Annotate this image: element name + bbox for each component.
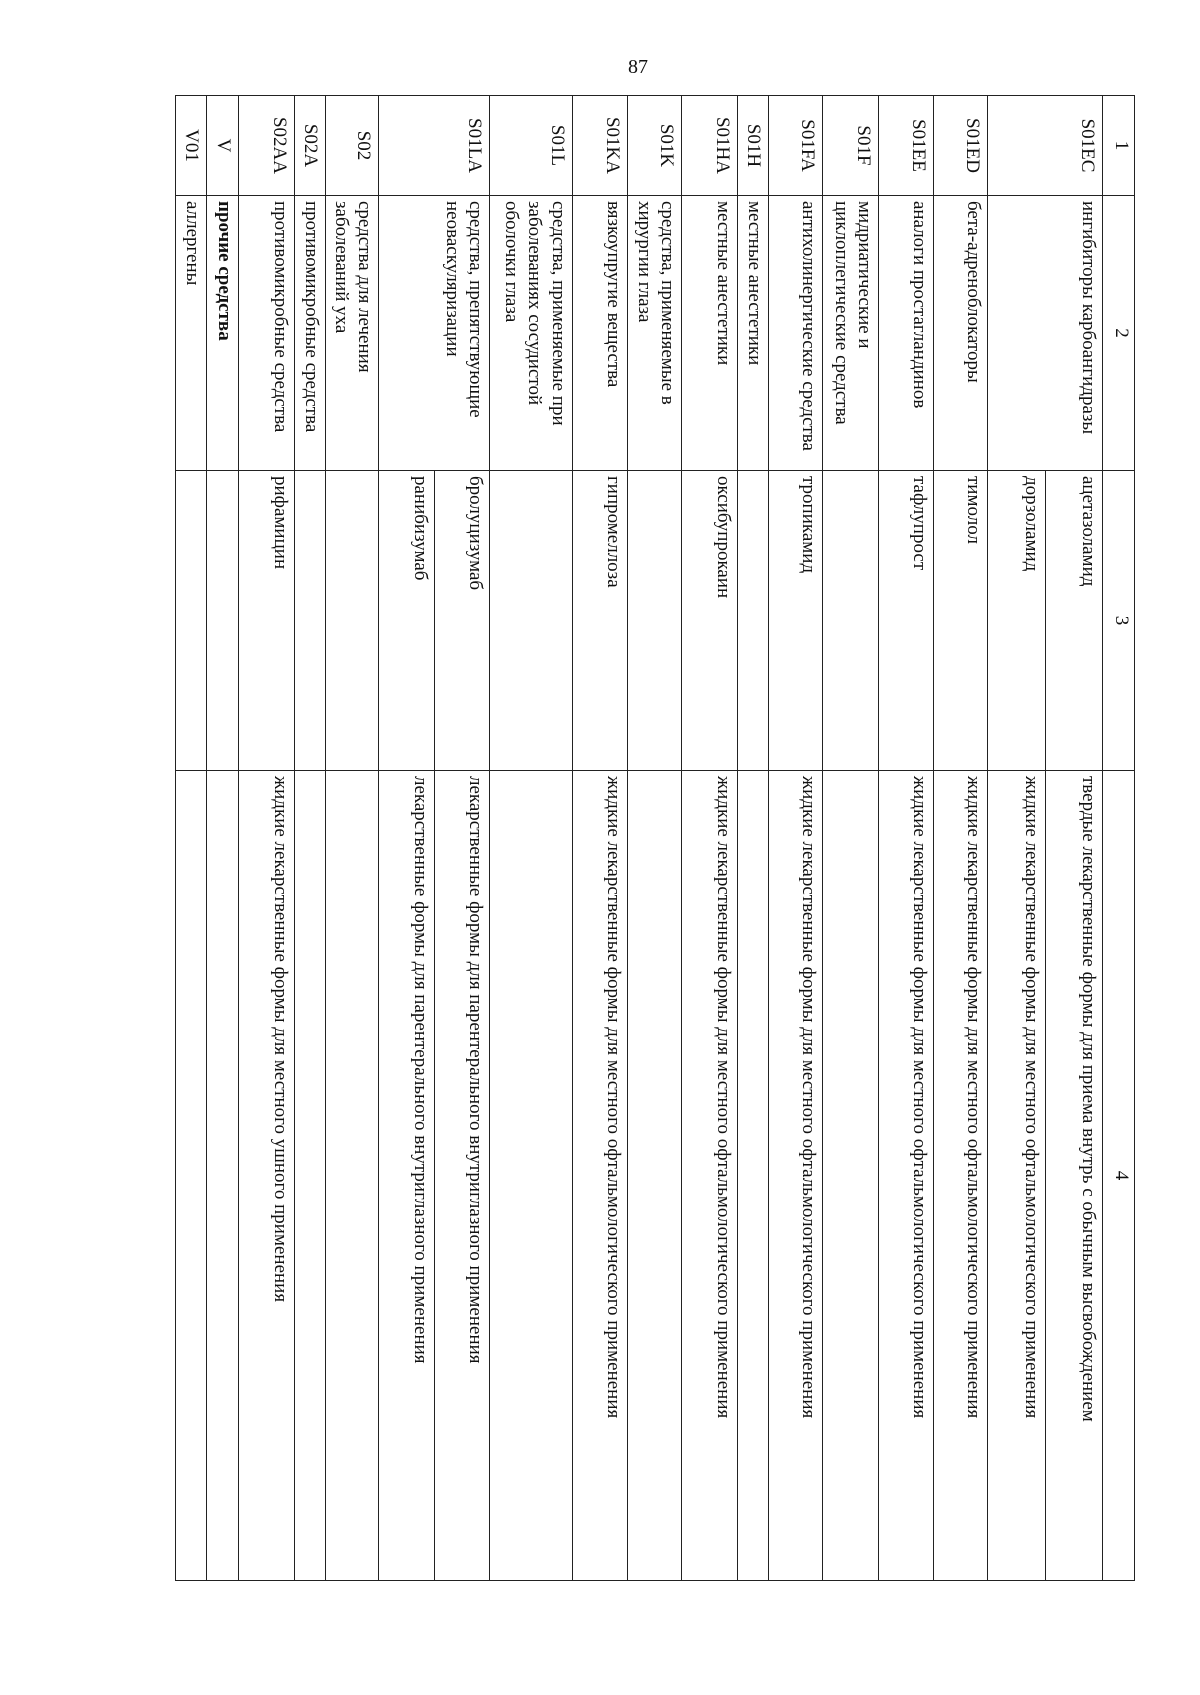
empty-cell: [294, 471, 325, 771]
table-row: [207, 96, 238, 1581]
dosage-form: жидкие лекарственные формы для местного офтальмологического применения: [879, 771, 934, 1581]
header-col-1: 1: [1102, 96, 1134, 196]
empty-cell: [823, 771, 879, 1581]
empty-cell: [325, 471, 378, 771]
drug-name: бролуцизумаб: [434, 471, 489, 771]
group-name: местные анестетики: [682, 196, 738, 471]
empty-cell: [176, 771, 207, 1581]
group-name: антихолинергические средства: [769, 196, 823, 471]
table-row: [434, 96, 489, 1581]
atc-code: S01H: [738, 96, 769, 196]
table-row: [325, 96, 378, 1581]
table-row: [738, 96, 769, 1581]
drug-name: ранибизумаб: [378, 471, 434, 771]
atc-code: S01EC: [987, 96, 1102, 196]
empty-cell: [207, 471, 238, 771]
group-name: средства, применяемые при заболеваниях сосудистой оболочки глаза: [489, 196, 572, 471]
drug-table: [175, 95, 1135, 1581]
group-name: ингибиторы карбоангидразы: [987, 196, 1102, 471]
group-name: аналоги простагландинов: [879, 196, 934, 471]
table-row: [769, 96, 823, 1581]
drug-name: тимолол: [934, 471, 988, 771]
group-name: противомикробные средства: [238, 196, 294, 471]
empty-cell: [489, 471, 572, 771]
empty-cell: [176, 471, 207, 771]
dosage-form: лекарственные формы для парентерального внутриглазного применения: [378, 771, 434, 1581]
group-name: вязкоупругие вещества: [572, 196, 628, 471]
drug-name: рифамицин: [238, 471, 294, 771]
atc-code: S01KA: [572, 96, 628, 196]
header-row: [1102, 96, 1134, 1581]
atc-code: S01K: [628, 96, 682, 196]
drug-name: ацетазоламид: [1045, 471, 1102, 771]
rotated-table-container: [175, 95, 1135, 1580]
group-name: мидриатические и циклоплегические средства: [823, 196, 879, 471]
dosage-form: жидкие лекарственные формы для местного ушного применения: [238, 771, 294, 1581]
atc-code: S01L: [489, 96, 572, 196]
table-row: [176, 96, 207, 1581]
drug-name: дорзоламид: [987, 471, 1045, 771]
table-row: [682, 96, 738, 1581]
header-col-2: 2: [1102, 196, 1134, 471]
group-name: противомикробные средства: [294, 196, 325, 471]
atc-code: S01LA: [378, 96, 489, 196]
group-name: бета-адреноблокаторы: [934, 196, 988, 471]
atc-code: V: [207, 96, 238, 196]
atc-code: S01FA: [769, 96, 823, 196]
drug-name: гипромеллоза: [572, 471, 628, 771]
atc-code: S01HA: [682, 96, 738, 196]
table-row: [238, 96, 294, 1581]
dosage-form: жидкие лекарственные формы для местного офтальмологического применения: [682, 771, 738, 1581]
dosage-form: жидкие лекарственные формы для местного офтальмологического применения: [934, 771, 988, 1581]
header-col-4: 4: [1102, 771, 1134, 1581]
table-row: [572, 96, 628, 1581]
dosage-form: твердые лекарственные формы для приема внутрь с обычным высвобождением: [1045, 771, 1102, 1581]
dosage-form: жидкие лекарственные формы для местного офтальмологического применения: [987, 771, 1045, 1581]
empty-cell: [628, 471, 682, 771]
empty-cell: [738, 771, 769, 1581]
drug-name: тафлупрост: [879, 471, 934, 771]
table-row: [294, 96, 325, 1581]
atc-code: S02AA: [238, 96, 294, 196]
drug-name: оксибупрокаин: [682, 471, 738, 771]
empty-cell: [325, 771, 378, 1581]
empty-cell: [738, 471, 769, 771]
group-name: средства для лечения заболеваний уха: [325, 196, 378, 471]
dosage-form: лекарственные формы для парентерального внутриглазного применения: [434, 771, 489, 1581]
atc-code: S02A: [294, 96, 325, 196]
table-row: [628, 96, 682, 1581]
table-row: [879, 96, 934, 1581]
drug-name: тропикамид: [769, 471, 823, 771]
group-name: прочие средства: [207, 196, 238, 471]
group-name: средства, применяемые в хирургии глаза: [628, 196, 682, 471]
table-row: [489, 96, 572, 1581]
table-row: [1045, 96, 1102, 1581]
empty-cell: [207, 771, 238, 1581]
table-row: [823, 96, 879, 1581]
empty-cell: [294, 771, 325, 1581]
atc-code: S01ED: [934, 96, 988, 196]
empty-cell: [489, 771, 572, 1581]
group-name: средства, препятствующие неоваскуляризации: [378, 196, 489, 471]
atc-code: S01F: [823, 96, 879, 196]
atc-code: S01EE: [879, 96, 934, 196]
empty-cell: [628, 771, 682, 1581]
table-row: [934, 96, 988, 1581]
atc-code: V01: [176, 96, 207, 196]
dosage-form: жидкие лекарственные формы для местного офтальмологического применения: [572, 771, 628, 1581]
page-number: 87: [628, 56, 648, 78]
group-name: аллергены: [176, 196, 207, 471]
group-name: местные анестетики: [738, 196, 769, 471]
empty-cell: [823, 471, 879, 771]
header-col-3: 3: [1102, 471, 1134, 771]
dosage-form: жидкие лекарственные формы для местного офтальмологического применения: [769, 771, 823, 1581]
atc-code: S02: [325, 96, 378, 196]
